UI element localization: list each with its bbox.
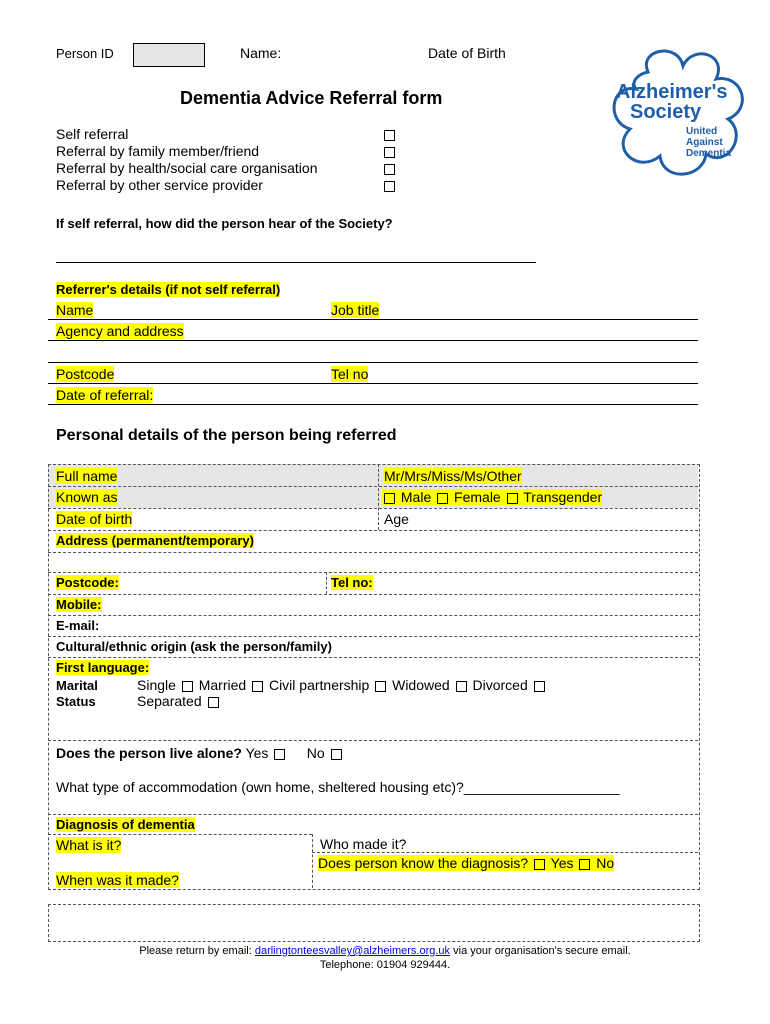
separated-label: Separated (137, 693, 202, 709)
know-yes-label: Yes (550, 855, 574, 871)
referral-type-item: Referral by family member/friend (56, 143, 260, 159)
divorced-checkbox[interactable] (534, 681, 545, 692)
referrer-heading: Referrer's details (if not self referral) (56, 282, 281, 297)
row-divider (48, 486, 698, 487)
health-referral-checkbox[interactable] (384, 164, 395, 175)
referral-checkboxes (382, 127, 397, 195)
address-label: Address (permanent/temporary) (56, 533, 254, 548)
live-alone-yes-checkbox[interactable] (274, 749, 285, 760)
personal-heading: Personal details of the person being referred (56, 427, 397, 444)
logo-line1: Alzheimer's (616, 81, 728, 103)
row-divider (48, 636, 698, 637)
marital-label (56, 678, 98, 710)
row-divider (312, 852, 698, 853)
age-label: Age (384, 511, 409, 527)
logo-tagline1: United (686, 126, 718, 137)
notes-box[interactable] (48, 904, 700, 942)
separated-checkbox[interactable] (208, 697, 219, 708)
accommodation-question: What type of accommodation (own home, sheltered housing etc)?____________________ (56, 779, 620, 795)
diagnosis-what-label: What is it? (56, 837, 122, 853)
know-yes-checkbox[interactable] (534, 859, 545, 870)
row-divider (48, 657, 698, 658)
col-divider (326, 572, 327, 594)
live-alone-question: Does the person live alone? (56, 745, 242, 761)
row-divider (48, 615, 698, 616)
referral-type-item: Referral by health/social care organisation (56, 160, 318, 176)
logo-line2: Society (630, 101, 702, 123)
cultural-label: Cultural/ethnic origin (ask the person/family) (56, 639, 332, 654)
diagnosis-know-label: Does person know the diagnosis? (318, 855, 529, 871)
family-referral-checkbox[interactable] (384, 147, 395, 158)
email-label: E-mail: (56, 618, 100, 633)
marital-label-line2: Status (56, 694, 96, 709)
male-label: Male (400, 489, 432, 505)
transgender-checkbox[interactable] (507, 493, 518, 504)
footer-email-link[interactable]: darlingtonteesvalley@alzheimers.org.uk (254, 945, 451, 957)
referral-type-item: Self referral (56, 126, 129, 142)
referrer-job-title-label: Job title (331, 302, 380, 318)
dob-field-label: Date of birth (56, 511, 133, 527)
female-checkbox[interactable] (437, 493, 448, 504)
divorced-label: Divorced (472, 677, 528, 693)
diagnosis-when-label: When was it made? (56, 872, 179, 888)
referral-type-item: Referral by other service provider (56, 177, 263, 193)
full-name-label: Full name (56, 468, 118, 484)
logo-tagline2: Against (686, 137, 723, 148)
widowed-label: Widowed (392, 677, 450, 693)
provider-referral-checkbox[interactable] (384, 181, 395, 192)
dob-label: Date of Birth (428, 45, 506, 61)
divider (48, 362, 698, 363)
diagnosis-who-label: Who made it? (320, 836, 407, 852)
diagnosis-heading: Diagnosis of dementia (56, 817, 195, 832)
live-alone-no-checkbox[interactable] (331, 749, 342, 760)
divider (48, 340, 698, 341)
divider (48, 383, 698, 384)
known-as-label: Known as (56, 489, 118, 505)
self-referral-question: If self referral, how did the person hear of the Society? (56, 216, 393, 231)
page-title: Dementia Advice Referral form (180, 88, 443, 108)
referrer-name-label: Name (56, 302, 94, 318)
diagnosis-know-row (318, 855, 614, 871)
referral-type-list (56, 126, 317, 194)
referral-date-label: Date of referral: (56, 387, 154, 403)
title-options-label: Mr/Mrs/Miss/Ms/Other (384, 468, 522, 484)
referrer-postcode-label: Postcode (56, 366, 115, 382)
language-label: First language: (56, 660, 150, 675)
mobile-label: Mobile: (56, 597, 102, 612)
gender-options (382, 489, 602, 505)
marital-options (137, 677, 547, 709)
live-alone-yes-label: Yes (245, 745, 269, 761)
marital-label-line1: Marital (56, 678, 98, 693)
civil-partnership-label: Civil partnership (268, 677, 370, 693)
postcode-label: Postcode: (56, 575, 119, 590)
civil-partnership-checkbox[interactable] (375, 681, 386, 692)
single-checkbox[interactable] (182, 681, 193, 692)
referrer-tel-label: Tel no (331, 366, 369, 382)
row-divider (48, 508, 698, 509)
divider (48, 319, 698, 320)
self-referral-answer-line[interactable] (56, 262, 536, 263)
footer (0, 944, 770, 972)
divider (48, 404, 698, 405)
referrer-agency-label: Agency and address (56, 323, 184, 339)
col-divider (312, 834, 313, 888)
row-divider (48, 552, 698, 553)
person-id-label: Person ID (56, 46, 114, 61)
row-divider (48, 594, 698, 595)
row-divider (48, 814, 698, 815)
widowed-checkbox[interactable] (456, 681, 467, 692)
footer-suffix: via your organisation's secure email. (450, 945, 631, 957)
footer-prefix: Please return by email: (139, 945, 255, 957)
row-divider (48, 530, 698, 531)
transgender-label: Transgender (523, 489, 603, 505)
married-checkbox[interactable] (252, 681, 263, 692)
self-referral-checkbox[interactable] (384, 130, 395, 141)
male-checkbox[interactable] (384, 493, 395, 504)
live-alone-row (56, 745, 344, 761)
logo-tagline3: Dementia (686, 148, 732, 159)
row-divider (48, 572, 698, 573)
married-label: Married (198, 677, 247, 693)
know-no-checkbox[interactable] (579, 859, 590, 870)
person-id-field[interactable] (133, 43, 205, 67)
alzheimers-society-logo (608, 44, 750, 184)
single-label: Single (137, 677, 176, 693)
know-no-label: No (596, 855, 615, 871)
footer-telephone: Telephone: 01904 929444. (319, 959, 451, 971)
col-divider (378, 464, 379, 530)
row-divider (48, 834, 312, 835)
row-divider (48, 740, 698, 741)
female-label: Female (454, 489, 501, 505)
name-label: Name: (240, 45, 282, 61)
tel-label: Tel no: (331, 575, 373, 590)
live-alone-no-label: No (306, 745, 325, 761)
